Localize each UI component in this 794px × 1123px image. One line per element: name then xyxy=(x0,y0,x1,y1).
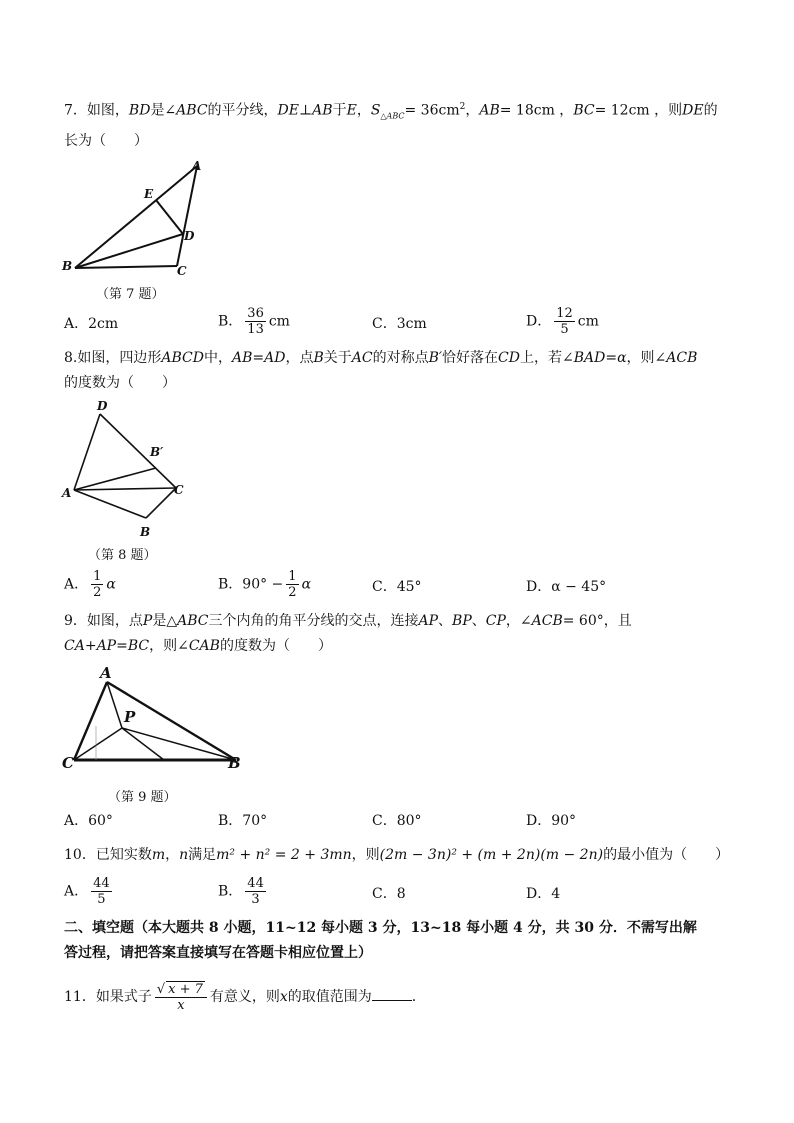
fraction-numerator: 1 xyxy=(93,569,102,584)
q8-text: 恰好落在 xyxy=(442,350,499,366)
q9-option-b[interactable]: B．70° xyxy=(218,813,268,829)
section2-heading-line2: 答过程，请把答案直接填写在答题卡相应位置上） xyxy=(64,945,372,961)
q9-label-b: B xyxy=(228,754,241,772)
q11-answer-blank[interactable] xyxy=(372,986,412,1001)
q9-var: ABC xyxy=(177,613,209,629)
q9-label-c: C xyxy=(62,754,74,772)
q9-text: + xyxy=(84,638,97,654)
q8-stem-line1 xyxy=(64,348,697,368)
q8-var: B′ xyxy=(428,350,443,366)
q7-var: E xyxy=(346,102,357,119)
fraction-numerator: 36 xyxy=(247,306,264,321)
q7-text: ， xyxy=(465,102,480,119)
q11-text: 有意义，则 xyxy=(209,989,280,1005)
q7-segment-bc xyxy=(75,266,177,268)
q10-text: 满足 xyxy=(188,847,217,863)
q7-text: 如图， xyxy=(86,102,129,119)
fraction-denominator: 2 xyxy=(288,585,297,600)
q7-option-d-fraction xyxy=(554,306,575,337)
q8-segment-ab xyxy=(74,490,146,518)
q8-var: ABCD xyxy=(161,350,204,366)
q8-text: ，则∠ xyxy=(626,350,667,366)
q8-text: = xyxy=(252,350,265,366)
q9-segment-pd xyxy=(122,728,164,760)
q10-expression-condition: m² + n² = 2 + 3mn xyxy=(216,847,352,863)
q8-var: α xyxy=(617,350,627,366)
q8-var: AD xyxy=(264,350,286,366)
q10-option-d[interactable]: D．4 xyxy=(526,886,561,902)
q10-option-label: A． xyxy=(64,883,89,900)
q7-var: DE xyxy=(277,102,299,119)
q9-var: AP xyxy=(418,613,439,629)
q7-option-unit: cm xyxy=(577,313,599,330)
q9-text: 、 xyxy=(438,613,453,629)
q10-var: n xyxy=(179,847,189,863)
q8-var: α xyxy=(301,576,312,593)
q8-segment-dc xyxy=(100,414,176,488)
q7-segment-bd xyxy=(75,234,183,268)
q7-area-subscript: △ABC xyxy=(380,111,405,121)
q8-label-b: B xyxy=(140,525,151,539)
q10-stem xyxy=(64,845,729,865)
q10-var: m xyxy=(151,847,166,863)
q8-caption: （第 8 题） xyxy=(88,548,157,563)
q7-option-d[interactable] xyxy=(526,306,599,337)
q7-text: 于 xyxy=(332,102,347,119)
q7-text: = 12cm ，则 xyxy=(594,102,683,119)
q9-text: = xyxy=(116,638,128,654)
fraction-numerator: 12 xyxy=(556,306,573,321)
q7-var: AB xyxy=(479,102,500,119)
q8-segment-bc xyxy=(146,488,176,518)
q7-option-label: D． xyxy=(526,313,552,330)
section2-heading-line1: 二、填空题（本大题共 8 小题，11~12 每小题 3 分，13~18 每小题 4 分，共 30 分．不需写出解 xyxy=(64,920,697,936)
q8-option-d[interactable]: D．α − 45° xyxy=(526,579,607,595)
q11-var: x xyxy=(279,989,288,1005)
q8-var: BAD xyxy=(573,350,606,366)
fraction-numerator: 44 xyxy=(247,876,264,891)
q10-text: ， xyxy=(165,847,180,863)
q7-text: ⊥ xyxy=(299,102,313,119)
q7-var: BC xyxy=(573,102,595,119)
q9-text: = 60°，且 xyxy=(562,613,632,629)
q9-text: 如图，点 xyxy=(86,613,143,629)
q9-text: 的度数为（ ） xyxy=(219,638,332,654)
q11-number: 11． xyxy=(64,989,96,1005)
q9-var: AP xyxy=(96,638,117,654)
q7-area-symbol: S xyxy=(370,102,381,119)
q9-label-p: P xyxy=(124,708,136,726)
q9-option-c[interactable]: C．80° xyxy=(372,813,422,829)
q8-option-b-fraction xyxy=(286,569,298,600)
q10-text: 的最小值为（ ） xyxy=(603,847,730,863)
q10-text: 已知实数 xyxy=(95,847,152,863)
q9-text: 、 xyxy=(471,613,486,629)
q11-radicand: x + 7 xyxy=(168,982,203,997)
q8-text: 的对称点 xyxy=(372,350,429,366)
q11-fraction xyxy=(155,981,207,1013)
q8-option-b[interactable] xyxy=(218,569,311,600)
q10-number: 10． xyxy=(64,847,96,863)
q8-label-d: D xyxy=(97,399,108,413)
q8-option-label: B．90° − xyxy=(218,576,284,593)
q8-var: AB xyxy=(231,350,253,366)
fraction-numerator: 1 xyxy=(288,569,297,584)
q9-var: BP xyxy=(452,613,472,629)
q8-text: ，点 xyxy=(285,350,314,366)
q8-segment-ac xyxy=(74,488,176,490)
q7-number: 7． xyxy=(64,102,87,119)
fraction-numerator: √ x + 7 xyxy=(155,981,207,998)
q7-stem-line2: 长为（ ） xyxy=(64,133,148,149)
q7-figure xyxy=(60,158,210,278)
q8-text: 上，若∠ xyxy=(519,350,574,366)
q7-option-a[interactable]: A．2cm xyxy=(64,316,119,332)
q10-option-c[interactable]: C．8 xyxy=(372,886,406,902)
q8-var: CD xyxy=(498,350,520,366)
fraction-denominator: x xyxy=(177,998,185,1013)
q8-var: ACB xyxy=(666,350,698,366)
q8-label-b-prime: B′ xyxy=(150,445,164,459)
q9-text: ，∠ xyxy=(505,613,532,629)
q7-option-b[interactable] xyxy=(218,306,290,337)
q9-stem-line1 xyxy=(64,611,632,631)
q7-option-label: B． xyxy=(218,313,243,330)
fraction-denominator: 5 xyxy=(97,892,106,907)
q9-var: P xyxy=(142,613,153,629)
q10-option-a[interactable] xyxy=(64,876,115,907)
q10-text: ，则 xyxy=(351,847,380,863)
q10-option-b[interactable] xyxy=(218,876,269,907)
q8-label-a: A xyxy=(62,486,72,500)
q7-text: 的平分线， xyxy=(207,102,278,119)
q9-text: ，则∠ xyxy=(149,638,189,654)
q9-number: 9． xyxy=(64,613,87,629)
q7-stem-line1: 7．如图，BD是∠ABC的平分线，DE⊥AB于E，$S_{\triangle ABC}= 36cm^2$，AB= 18cm ，BC= 12cm ，则DE的 xyxy=(64,102,718,121)
q7-text: = 18cm ， xyxy=(499,102,574,119)
q7-label-b: B xyxy=(62,259,73,273)
q9-var: BC xyxy=(127,638,150,654)
q8-label-c: C xyxy=(174,483,184,497)
q7-option-b-fraction xyxy=(245,306,266,337)
q8-segment-ab-prime xyxy=(74,468,156,490)
q8-var: B xyxy=(313,350,324,366)
q7-area-value: = 36cm xyxy=(404,102,460,119)
q7-segment-de xyxy=(156,200,183,234)
q8-var: AC xyxy=(351,350,373,366)
fraction-denominator: 2 xyxy=(93,585,102,600)
fraction-denominator: 3 xyxy=(251,892,260,907)
q7-var: BD xyxy=(128,102,151,119)
q8-stem-line2: 的度数为（ ） xyxy=(64,375,176,391)
q8-figure xyxy=(60,396,200,541)
q7-caption: （第 7 题） xyxy=(96,287,165,302)
q7-var: ABC xyxy=(176,102,208,119)
q7-var: AB xyxy=(312,102,333,119)
q7-option-unit: cm xyxy=(268,313,290,330)
q8-text: 如图，四边形 xyxy=(77,350,162,366)
q11-stem xyxy=(64,978,426,1016)
q9-text: 是△ xyxy=(152,613,178,629)
q7-var: DE xyxy=(682,102,704,119)
q10-option-a-fraction xyxy=(91,876,112,907)
q9-var: CP xyxy=(485,613,506,629)
q11-text: 如果式子 xyxy=(95,989,152,1005)
q9-stem-line2 xyxy=(64,636,332,656)
fraction-numerator: 44 xyxy=(93,876,110,891)
q9-var: ACB xyxy=(531,613,563,629)
q9-option-a[interactable]: A．60° xyxy=(64,813,113,829)
q9-text: 三个内角的角平分线的交点，连接 xyxy=(208,613,419,629)
q8-segment-da xyxy=(74,414,100,490)
q9-caption: （第 9 题） xyxy=(108,790,177,805)
q10-expression-target: (2m − 3n)² + (m + 2n)(m − 2n) xyxy=(379,847,604,863)
q8-option-a[interactable] xyxy=(64,569,116,600)
q8-number: 8. xyxy=(64,350,78,366)
q8-option-a-fraction xyxy=(91,569,103,600)
q9-figure xyxy=(60,662,250,777)
q9-option-d[interactable]: D．90° xyxy=(526,813,577,829)
q9-segment-bp xyxy=(122,728,236,760)
q7-label-c: C xyxy=(177,264,187,278)
q9-label-a: A xyxy=(100,664,112,682)
q7-label-a: A xyxy=(192,159,202,173)
q9-var: CAB xyxy=(188,638,220,654)
fraction-denominator: 13 xyxy=(247,322,264,337)
q10-option-b-fraction xyxy=(245,876,266,907)
q7-text: ， xyxy=(356,102,371,119)
q8-option-c[interactable]: C．45° xyxy=(372,579,422,595)
q8-text: 关于 xyxy=(323,350,352,366)
q7-label-e: E xyxy=(144,187,154,201)
q11-text: 的取值范围为 xyxy=(287,989,372,1005)
q7-label-d: D xyxy=(184,229,195,243)
q10-option-label: B． xyxy=(218,883,243,900)
q7-option-c[interactable]: C．3cm xyxy=(372,316,427,332)
q8-var: α xyxy=(106,576,116,593)
fraction-denominator: 5 xyxy=(560,322,569,337)
q11-text: ． xyxy=(411,989,426,1005)
q8-text: = xyxy=(605,350,618,366)
q7-text: 是∠ xyxy=(150,102,177,119)
q7-text: 的 xyxy=(703,102,718,119)
q8-text: 中， xyxy=(203,350,232,366)
q8-option-label: A． xyxy=(64,576,89,593)
q9-var: CA xyxy=(64,638,85,654)
